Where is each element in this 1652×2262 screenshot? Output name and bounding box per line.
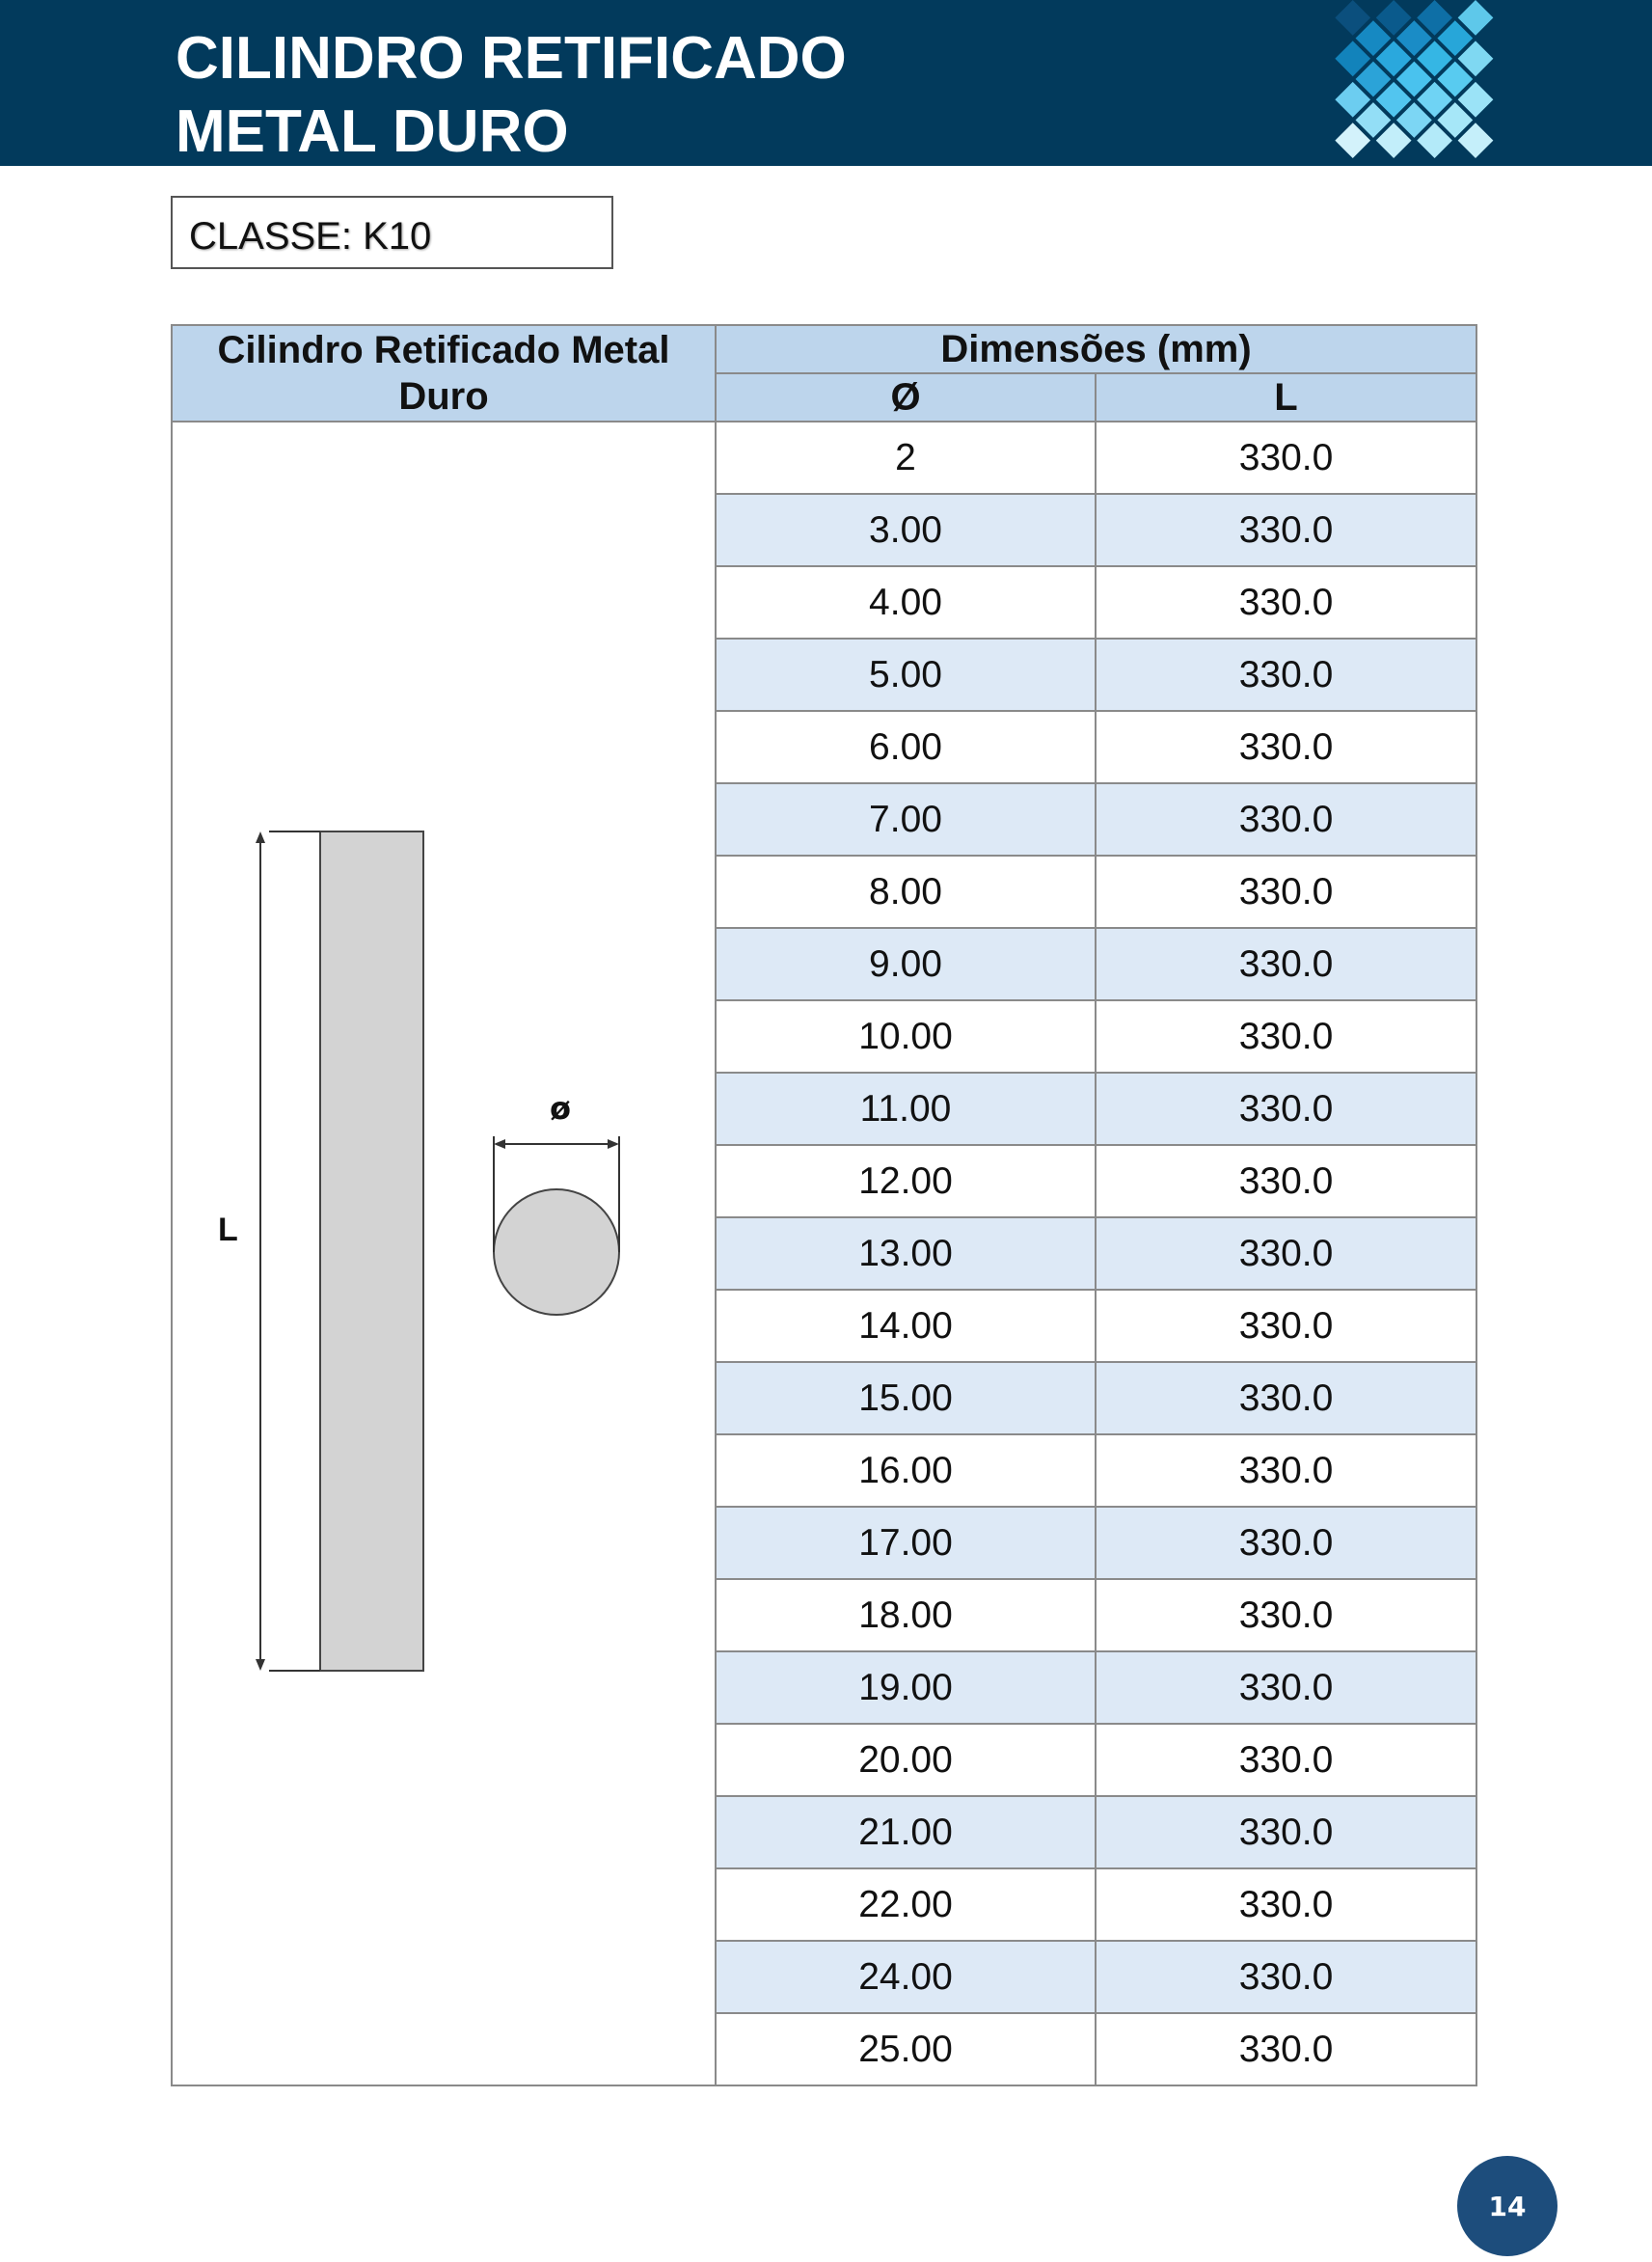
length-cell: 330.0 [1096, 783, 1476, 856]
arrow-down-icon [256, 1659, 265, 1671]
length-cell: 330.0 [1096, 1434, 1476, 1507]
diameter-cell: 14.00 [716, 1290, 1096, 1362]
diameter-cell: 25.00 [716, 2013, 1096, 2085]
length-cell: 330.0 [1096, 2013, 1476, 2085]
diameter-cell: 9.00 [716, 928, 1096, 1000]
diameter-cell: 16.00 [716, 1434, 1096, 1507]
diameter-cell: 13.00 [716, 1217, 1096, 1290]
diameter-cell: 8.00 [716, 856, 1096, 928]
length-cell: 330.0 [1096, 1651, 1476, 1724]
diameter-cell: 19.00 [716, 1651, 1096, 1724]
length-label: L [218, 1212, 238, 1248]
cylinder-drawing [173, 422, 716, 2082]
diameter-cell: 6.00 [716, 711, 1096, 783]
length-cell: 330.0 [1096, 1073, 1476, 1145]
class-box [171, 196, 613, 269]
length-cell: 330.0 [1096, 928, 1476, 1000]
diameter-cell: 7.00 [716, 783, 1096, 856]
arrow-left-icon [494, 1139, 505, 1149]
length-cell: 330.0 [1096, 1217, 1476, 1290]
length-cell: 330.0 [1096, 1941, 1476, 2013]
diameter-cell: 5.00 [716, 639, 1096, 711]
diameter-cell: 18.00 [716, 1579, 1096, 1651]
product-header: Cilindro Retificado Metal Duro [172, 325, 716, 422]
length-cell: 330.0 [1096, 422, 1476, 494]
diameter-cell: 3.00 [716, 494, 1096, 566]
length-cell: 330.0 [1096, 639, 1476, 711]
diameter-cell: 10.00 [716, 1000, 1096, 1073]
diameter-label: ø [550, 1090, 571, 1127]
length-cell: 330.0 [1096, 1724, 1476, 1796]
table-body [172, 422, 1476, 2085]
diameter-cell: 15.00 [716, 1362, 1096, 1434]
length-cell: 330.0 [1096, 1290, 1476, 1362]
length-cell: 330.0 [1096, 1362, 1476, 1434]
dimensions-table [171, 324, 1477, 2086]
diameter-cell: 20.00 [716, 1724, 1096, 1796]
diameter-column-header: Ø [716, 373, 1096, 422]
length-cell: 330.0 [1096, 494, 1476, 566]
length-cell: 330.0 [1096, 1579, 1476, 1651]
page-title-line-1: CILINDRO RETIFICADO [176, 25, 847, 92]
cylinder-side-view [320, 831, 423, 1671]
arrow-right-icon [608, 1139, 619, 1149]
length-cell: 330.0 [1096, 1000, 1476, 1073]
dimensions-header: Dimensões (mm) [716, 325, 1476, 373]
table-row [172, 422, 1476, 494]
arrow-up-icon [256, 831, 265, 843]
page-title-line-2: METAL DURO [176, 98, 569, 165]
diameter-cell: 21.00 [716, 1796, 1096, 1868]
length-cell: 330.0 [1096, 711, 1476, 783]
diamond-pattern-decoration [1331, 0, 1652, 232]
length-cell: 330.0 [1096, 856, 1476, 928]
cylinder-figure-cell [172, 422, 716, 2085]
length-column-header: L [1096, 373, 1476, 422]
length-cell: 330.0 [1096, 1145, 1476, 1217]
diameter-cell: 11.00 [716, 1073, 1096, 1145]
length-cell: 330.0 [1096, 1796, 1476, 1868]
diameter-cell: 17.00 [716, 1507, 1096, 1579]
page-number-badge: 14 [1457, 2156, 1557, 2256]
length-cell: 330.0 [1096, 1868, 1476, 1941]
class-label: CLASSE: K10 [189, 215, 432, 258]
length-cell: 330.0 [1096, 566, 1476, 639]
cylinder-cross-section [494, 1189, 619, 1315]
diameter-cell: 4.00 [716, 566, 1096, 639]
diameter-cell: 22.00 [716, 1868, 1096, 1941]
diameter-cell: 2 [716, 422, 1096, 494]
diameter-cell: 12.00 [716, 1145, 1096, 1217]
length-cell: 330.0 [1096, 1507, 1476, 1579]
diameter-cell: 24.00 [716, 1941, 1096, 2013]
